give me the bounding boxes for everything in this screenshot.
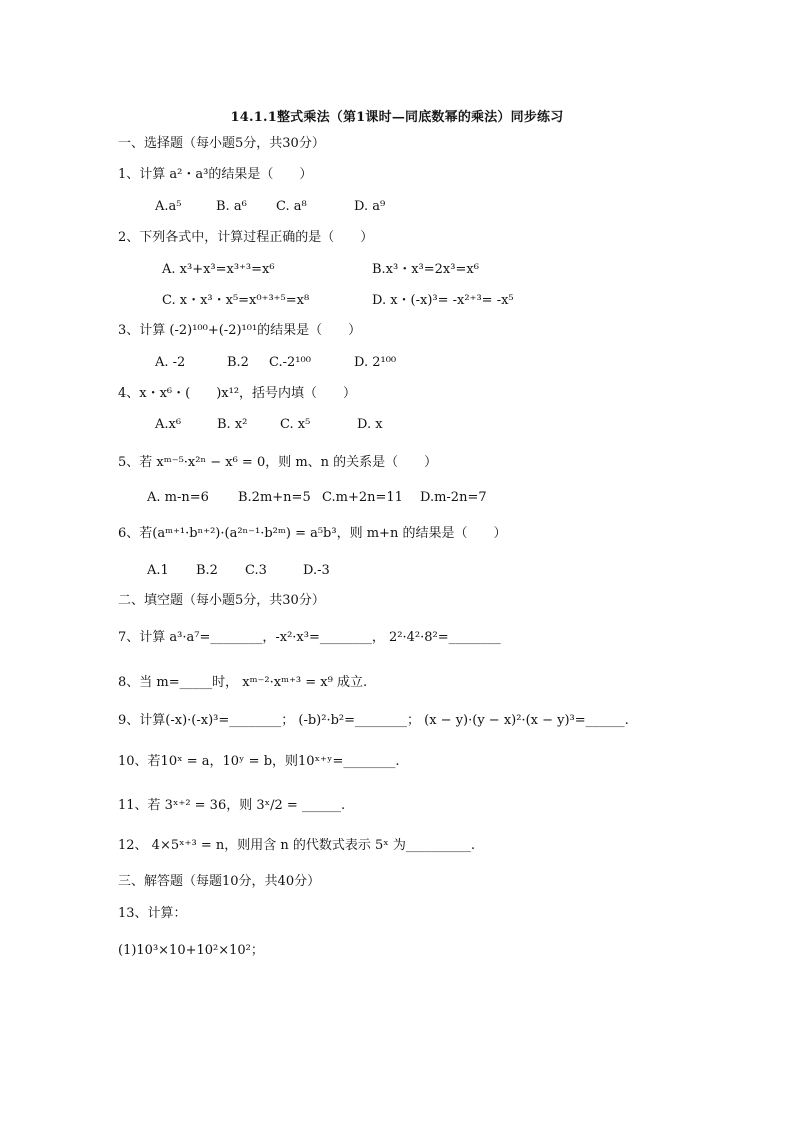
- page-title: 14.1.1整式乘法（第1课时—同底数幂的乘法）同步练习: [230, 110, 564, 125]
- q5-option-c: C.m+2n=11: [322, 490, 403, 505]
- q1-option-b: B. a⁶: [216, 199, 247, 214]
- question-5-stem: 5、若 xᵐ⁻⁵·x²ⁿ − x⁶ = 0，则 m、n 的关系是（ ）: [118, 455, 438, 470]
- question-4-stem: 4、x・x⁶・( )x¹²，括号内填（ ）: [118, 386, 357, 401]
- q1-option-a: A.a⁵: [155, 199, 182, 214]
- q4-option-c: C. x⁵: [280, 417, 311, 432]
- q6-option-a: A.1: [147, 563, 169, 578]
- q2-option-d: D. x・(-x)³= -x²⁺³= -x⁵: [372, 293, 514, 308]
- q4-option-d: D. x: [357, 417, 383, 432]
- question-9: 9、计算(-x)·(-x)³=________； (-b)²·b²=________； (x − y)·(y − x)²·(x − y)³=______.: [118, 713, 629, 728]
- q5-option-b: B.2m+n=5: [238, 490, 311, 505]
- section-heading-solve: 三、解答题（每题10分，共40分）: [118, 874, 321, 889]
- question-12: 12、 4×5ˣ⁺³ = n，则用含 n 的代数式表示 5ˣ 为__________.: [118, 838, 476, 853]
- question-2-stem: 2、下列各式中，计算过程正确的是（ ）: [118, 230, 374, 245]
- section-heading-fill: 二、填空题（每小题5分，共30分）: [118, 593, 325, 608]
- q6-option-c: C.3: [245, 563, 267, 578]
- q2-option-c: C. x・x³・x⁵=x⁰⁺³⁺⁵=x⁸: [162, 293, 310, 308]
- section-heading-choice: 一、选择题（每小题5分，共30分）: [118, 136, 325, 151]
- question-13-stem: 13、计算：: [118, 906, 187, 921]
- q1-option-d: D. a⁹: [354, 199, 386, 214]
- question-10: 10、若10ˣ = a，10ʸ = b，则10ˣ⁺ʸ=________.: [118, 754, 400, 769]
- q6-option-d: D.-3: [303, 563, 330, 578]
- q3-option-d: D. 2¹⁰⁰: [354, 355, 397, 370]
- question-8: 8、当 m=_____时， xᵐ⁻²·xᵐ⁺³ = x⁹ 成立.: [118, 675, 368, 690]
- question-1-stem: 1、计算 a²・a³的结果是（ ）: [118, 167, 313, 182]
- q4-option-b: B. x²: [217, 417, 248, 432]
- q6-option-b: B.2: [196, 563, 218, 578]
- q2-option-a: A. x³+x³=x³⁺³=x⁶: [162, 262, 275, 277]
- question-7: 7、计算 a³·a⁷=________，-x²·x³=________， 2²·4²·8²=________: [118, 630, 501, 645]
- q3-option-b: B.2: [227, 355, 249, 370]
- q4-option-a: A.x⁶: [155, 417, 182, 432]
- q1-option-c: C. a⁸: [276, 199, 307, 214]
- q2-option-b: B.x³・x³=2x³=x⁶: [372, 262, 479, 277]
- question-3-stem: 3、计算 (-2)¹⁰⁰+(-2)¹⁰¹的结果是（ ）: [118, 323, 362, 338]
- question-6-stem: 6、若(aᵐ⁺¹·bⁿ⁺²)·(a²ⁿ⁻¹·b²ᵐ) = a⁵b³，则 m+n 的结果是（ ）: [118, 526, 507, 541]
- q5-option-d: D.m-2n=7: [420, 490, 487, 505]
- question-11: 11、若 3ˣ⁺² = 36，则 3ˣ/2 = ______.: [118, 798, 346, 813]
- q3-option-a: A. -2: [155, 355, 186, 370]
- q3-option-c: C.-2¹⁰⁰: [269, 355, 311, 370]
- q5-option-a: A. m-n=6: [147, 490, 209, 505]
- question-13-part-1: (1)10³×10+10²×10²；: [118, 943, 264, 958]
